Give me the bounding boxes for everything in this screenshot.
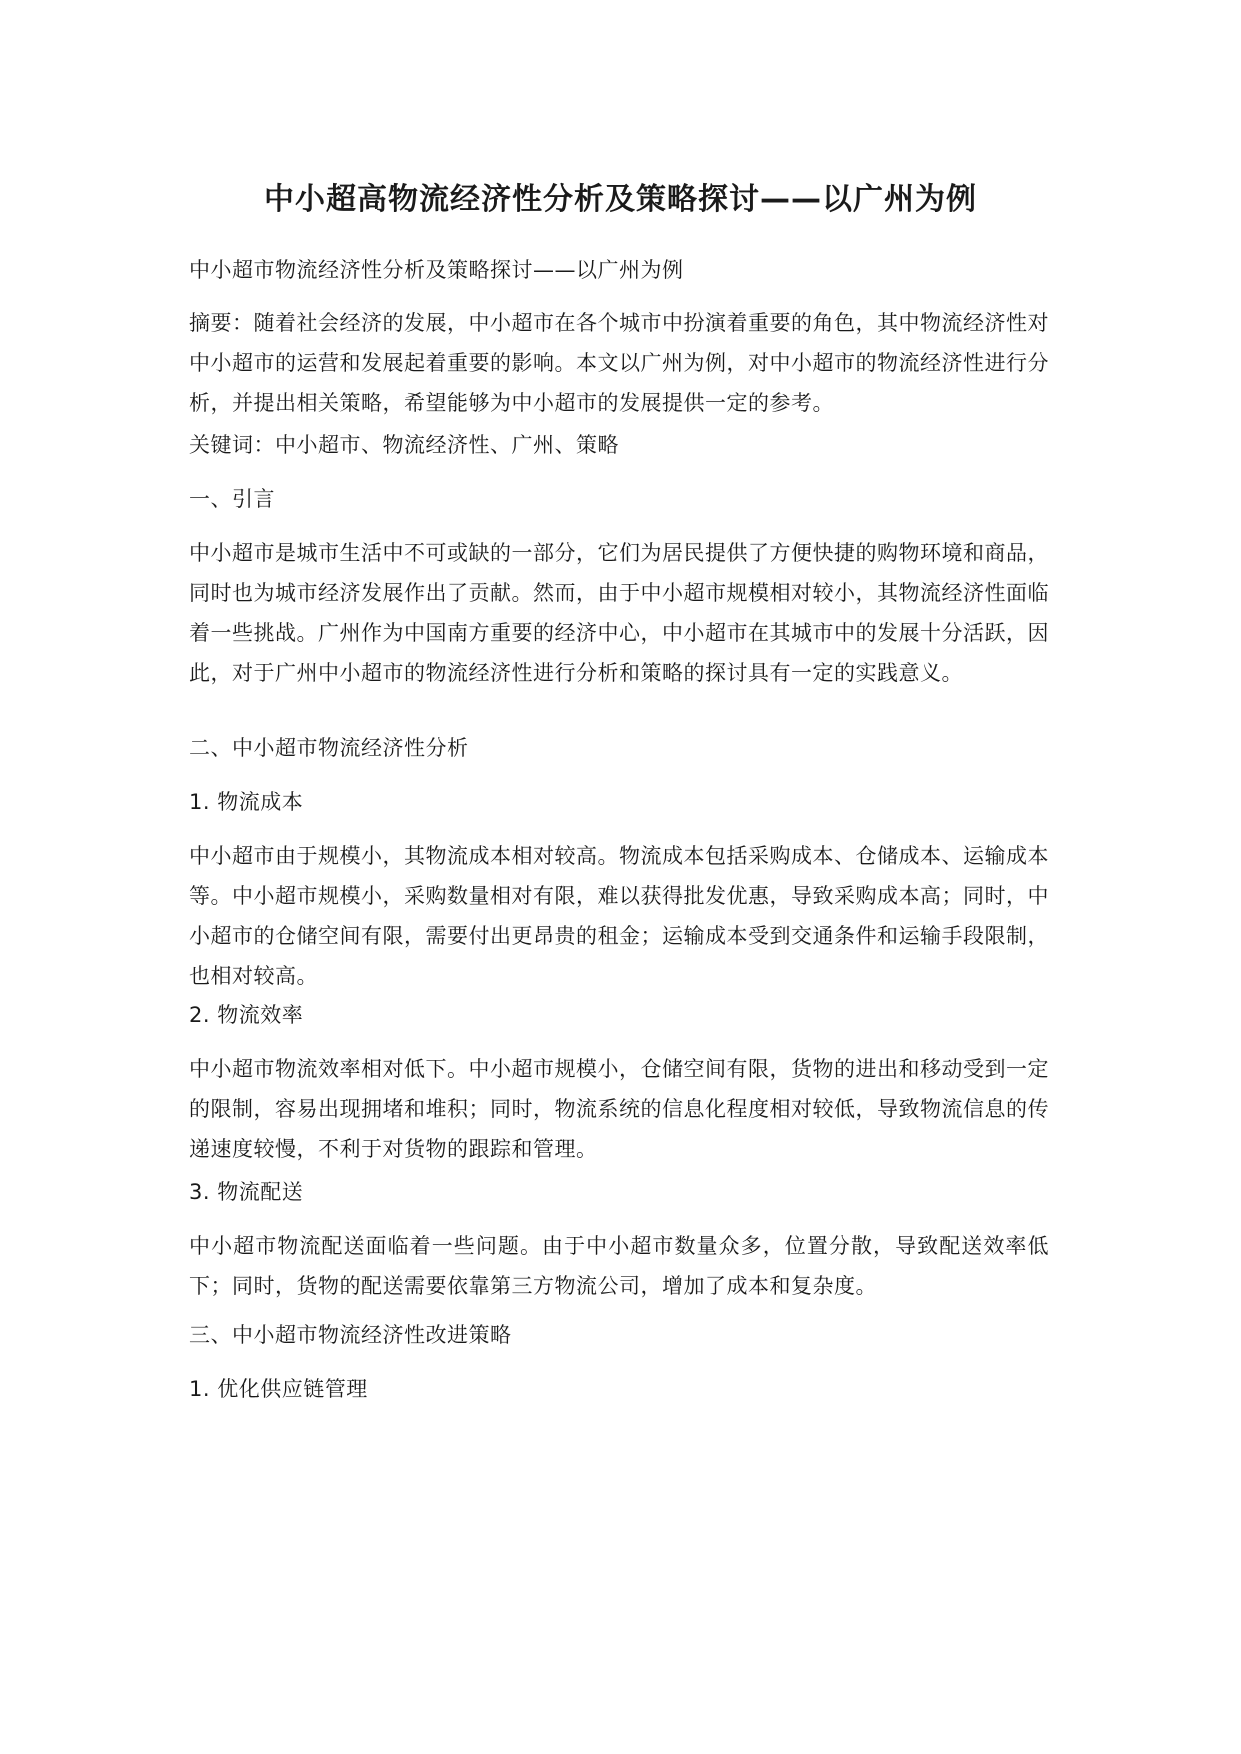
subheading-supply-chain: 1. 优化供应链管理	[189, 1377, 368, 1401]
logistics-efficiency-paragraph: 中小超市物流效率相对低下。中小超市规模小，仓储空间有限，货物的进出和移动受到一定的限制，容易出现拥堵和堆积；同时，物流系统的信息化程度相对较低，导致物流信息的传递速度较慢，不利于对货物的跟踪和管理。	[189, 1057, 1049, 1161]
abstract-paragraph: 摘要：随着社会经济的发展，中小超市在各个城市中扮演着重要的角色，其中物流经济性对中小超市的运营和发展起着重要的影响。本文以广州为例，对中小超市的物流经济性进行分析，并提出相关策略，希望能够为中小超市的发展提供一定的参考。	[189, 311, 1049, 415]
keywords-line: 关键词：中小超市、物流经济性、广州、策略	[189, 433, 619, 457]
logistics-delivery-paragraph: 中小超市物流配送面临着一些问题。由于中小超市数量众多，位置分散，导致配送效率低下；同时，货物的配送需要依靠第三方物流公司，增加了成本和复杂度。	[189, 1234, 1049, 1298]
subheading-logistics-delivery: 3. 物流配送	[189, 1180, 304, 1204]
logistics-cost-paragraph: 中小超市由于规模小，其物流成本相对较高。物流成本包括采购成本、仓储成本、运输成本等。中小超市规模小，采购数量相对有限，难以获得批发优惠，导致采购成本高；同时，中小超市的仓储空间有限，需要付出更昂贵的租金；运输成本受到交通条件和运输手段限制，也相对较高。	[189, 844, 1049, 988]
document-title: 中小超高物流经济性分析及策略探讨——以广州为例	[264, 182, 977, 217]
section-heading-strategies: 三、中小超市物流经济性改进策略	[189, 1323, 512, 1347]
introduction-paragraph: 中小超市是城市生活中不可或缺的一部分，它们为居民提供了方便快捷的购物环境和商品，同时也为城市经济发展作出了贡献。然而，由于中小超市规模相对较小，其物流经济性面临着一些挑战。广州作为中国南方重要的经济中心，中小超市在其城市中的发展十分活跃，因此，对于广州中小超市的物流经济性进行分析和策略的探讨具有一定的实践意义。	[189, 541, 1049, 685]
section-heading-introduction: 一、引言	[189, 487, 275, 511]
section-heading-analysis: 二、中小超市物流经济性分析	[189, 736, 469, 760]
subheading-logistics-efficiency: 2. 物流效率	[189, 1003, 304, 1027]
document-subtitle: 中小超市物流经济性分析及策略探讨——以广州为例	[189, 258, 684, 282]
subheading-logistics-cost: 1. 物流成本	[189, 790, 304, 814]
